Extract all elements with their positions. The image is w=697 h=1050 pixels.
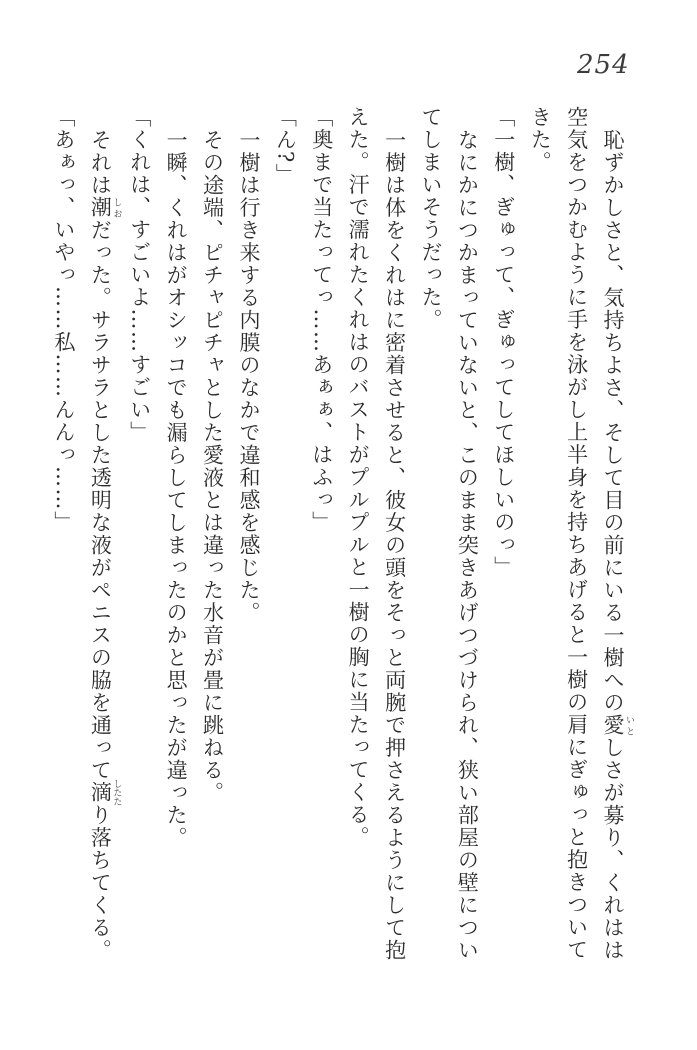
text-line: 「あぁっ、いやっ……私……んんっ……」: [51, 106, 76, 534]
ruby-annotated-kanji: 潮 しお: [88, 196, 122, 219]
vertical-text-block: [46, 106, 635, 990]
text-line: 「ん?」: [273, 106, 298, 187]
text-line: なにかにつかまっていないと、このまま突きあげつづけられ、狭い部屋の壁につい: [455, 128, 480, 961]
text-line: てしまいそうだった。: [418, 106, 443, 331]
text-line: 「奥まで当たってっ……あぁぁ、はふっ」: [309, 106, 334, 534]
text-line: 一瞬、くれはがオシッコでも漏らしてしまったのかと思ったが違った。: [164, 128, 189, 849]
text-line: 恥ずかしさと、気持ちよさ、そして目の前にいる一樹への愛 いとしさが募り、くれはは: [601, 128, 634, 961]
text-line: えた。汗で濡れたくれはのバストがプルプルと一樹の胸に当たってくる。: [346, 106, 371, 849]
text-line: 一樹は体をくれはに密着させると、彼女の頭をそっと両腕で押さえるようにして抱: [382, 128, 407, 961]
ruby-annotated-kanji: 滴 したた: [88, 778, 122, 806]
ruby-annotated-kanji: 愛 いと: [601, 713, 634, 736]
text-line: それは潮 しおだった。サラサラとした透明な液がペニスの脇を通って滴 したたり落ちてくる。: [88, 128, 122, 961]
text-line: 空気をつかむように手を泳がし上半身を持ちあげると一樹の肩にぎゅっと抱きついて: [564, 106, 589, 961]
text-line: 「くれは、すごいよ……すごい」: [127, 106, 152, 444]
text-line: その途端、ピチャピチャとした愛液とは違った水音が畳に跳ねる。: [200, 128, 225, 804]
text-line: 「一樹、ぎゅって、ぎゅってしてほしいのっ」: [491, 106, 516, 579]
page-number: 254: [577, 50, 630, 80]
text-line: きた。: [528, 106, 553, 174]
text-line: 一樹は行き来する内膜のなかで違和感を感じた。: [236, 128, 261, 624]
